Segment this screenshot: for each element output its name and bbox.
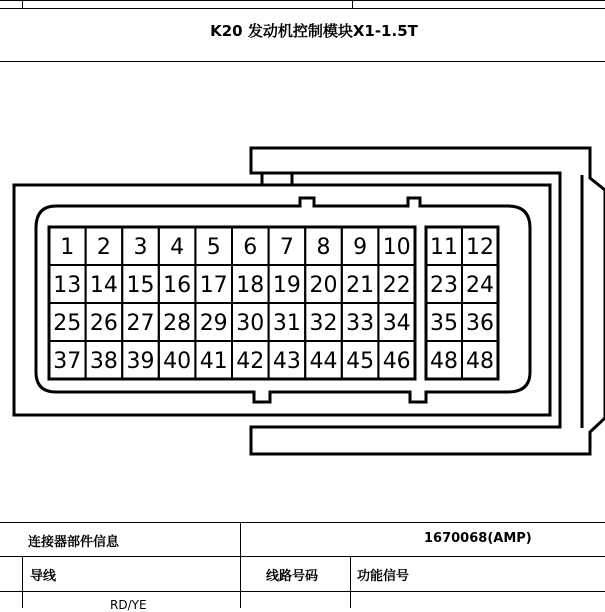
pin-number: 17 xyxy=(199,273,228,298)
pin-number: 48 xyxy=(466,349,494,374)
pin-number: 15 xyxy=(126,273,155,298)
pin-number: 11 xyxy=(430,235,458,260)
title-top-rule xyxy=(0,8,605,9)
pin-number: 42 xyxy=(236,349,265,374)
pin-number: 37 xyxy=(53,349,82,374)
pin-number: 45 xyxy=(346,349,375,374)
pin-number: 48 xyxy=(430,349,458,374)
pin-number: 29 xyxy=(199,311,228,336)
connector-info-label: 连接器部件信息 xyxy=(28,535,120,550)
pin-number: 22 xyxy=(382,273,411,298)
pin-number: 7 xyxy=(279,235,294,260)
table-divider-right xyxy=(350,556,351,608)
pin-number: 39 xyxy=(126,349,155,374)
column-header-wire: 导线 xyxy=(30,569,57,584)
top-mid-divider xyxy=(352,0,353,8)
pin-number: 27 xyxy=(126,311,155,336)
pin-number: 26 xyxy=(89,311,118,336)
pin-number: 3 xyxy=(133,235,148,260)
pin-number: 2 xyxy=(96,235,111,260)
table-divider-mid xyxy=(240,522,241,608)
pin-number: 23 xyxy=(430,273,458,298)
table-divider-left xyxy=(22,556,23,608)
pin-number: 5 xyxy=(206,235,221,260)
pin-number: 41 xyxy=(199,349,228,374)
connector-tab-top xyxy=(262,173,292,185)
pin-number: 46 xyxy=(382,349,411,374)
top-border xyxy=(0,0,605,1)
column-header-circuit: 线路号码 xyxy=(266,569,319,584)
pin-number: 1 xyxy=(60,235,75,260)
pin-number: 34 xyxy=(382,311,411,336)
pin-number: 24 xyxy=(466,273,494,298)
pin-number: 31 xyxy=(272,311,301,336)
pin-grid-main xyxy=(49,227,415,379)
pin-number: 19 xyxy=(272,273,301,298)
pin-number: 4 xyxy=(170,235,185,260)
connector-housing-outer xyxy=(251,148,605,454)
pin-number: 20 xyxy=(309,273,338,298)
pin-number: 16 xyxy=(163,273,192,298)
connector-part-number: 1670068(AMP) xyxy=(424,531,532,546)
pin-number: 14 xyxy=(89,273,118,298)
pin-number: 36 xyxy=(466,311,494,336)
table-row-rule-2 xyxy=(0,591,605,592)
page-title: K20 发动机控制模块X1-1.5T xyxy=(210,22,418,40)
pin-number: 30 xyxy=(236,311,265,336)
pin-number: 25 xyxy=(53,311,82,336)
pin-number: 40 xyxy=(163,349,192,374)
pin-number: 38 xyxy=(89,349,118,374)
pin-number: 18 xyxy=(236,273,265,298)
pin-number: 44 xyxy=(309,349,338,374)
pin-number: 28 xyxy=(163,311,192,336)
pin-number: 12 xyxy=(466,235,494,260)
pin-number: 35 xyxy=(430,311,458,336)
wire-color-cell: RD/YE xyxy=(110,598,147,612)
connector-diagram xyxy=(0,62,605,522)
pin-number: 43 xyxy=(272,349,301,374)
pin-number: 8 xyxy=(316,235,331,260)
pin-number: 21 xyxy=(346,273,375,298)
table-row-rule-1 xyxy=(0,556,605,557)
pin-number: 9 xyxy=(353,235,368,260)
table-top-rule xyxy=(0,522,605,523)
pin-number: 32 xyxy=(309,311,338,336)
pin-number: 13 xyxy=(53,273,82,298)
pin-grid-side xyxy=(426,227,498,379)
pin-number: 10 xyxy=(382,235,411,260)
pin-number: 33 xyxy=(346,311,375,336)
pin-number: 6 xyxy=(243,235,258,260)
top-left-divider xyxy=(22,0,23,8)
column-header-function: 功能信号 xyxy=(357,569,410,584)
